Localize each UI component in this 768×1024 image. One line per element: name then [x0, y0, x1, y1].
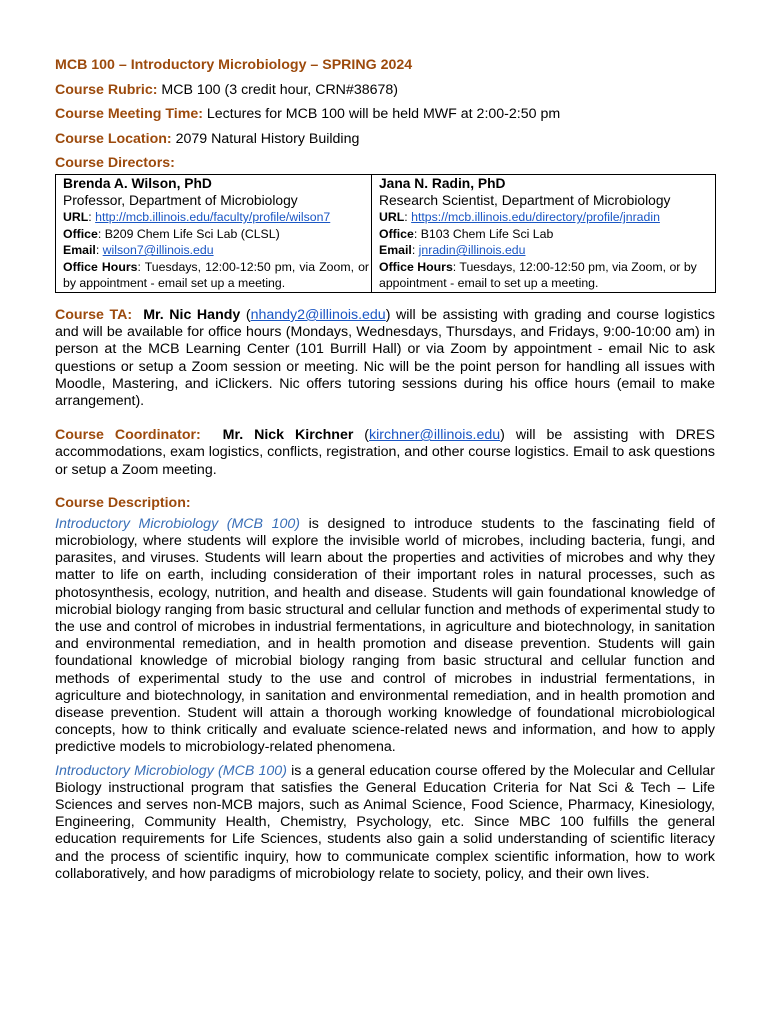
director-email: Email: wilson7@illinois.edu [63, 243, 214, 258]
director-position: Professor, Department of Microbiology [63, 193, 298, 208]
director-email: Email: jnradin@illinois.edu [379, 243, 526, 258]
document-page [55, 56, 715, 883]
director-cell-wilson [56, 175, 372, 293]
course-name: Introductory Microbiology (MCB 100) [55, 762, 287, 779]
director-office: Office: B103 Chem Life Sci Lab [379, 226, 554, 241]
director-cell-radin [372, 175, 716, 293]
director-url: URL: http://mcb.illinois.edu/faculty/profile/wilson7 [63, 210, 331, 224]
course-title: MCB 100 – Introductory Microbiology – SPRING 2024 [55, 57, 413, 73]
ta-name: Mr. Nic Handy [143, 306, 241, 323]
coordinator-name: Mr. Nick Kirchner [222, 427, 354, 444]
director-name: Jana N. Radin, PhD [379, 176, 506, 191]
director-office-hours: Office Hours: Tuesdays, 12:00-12:50 pm, via Zoom, or by appointment - email set up a meeting. [63, 259, 369, 291]
course-description-paragraph-1: Introductory Microbiology (MCB 100) is designed to introduce students to the fascinating field of microbiology, where students will explore the invisible world of microbes, including bacteria, fungi, and parasites, and viruses. Students will learn about the properties and activities of microbes and why they matter to life on earth, including consideration of their important roles in natural processes, such as photosynthesis, ecology, nutrition, and health and disease. Students will gain foundational knowledge of microbial biology ranging from basic structural and cellular function and methods of experimental study to the use and control of microbes in industrial fermentations, in agriculture and biotechnology, in sanitation and environmental remediation, and in health promotion and disease prevention. Students will gain foundational knowledge of microbial biology ranging from basic structural and cellular function and methods of experimental study to the use and control of microbes in industrial fermentations, in agriculture and biotechnology, in sanitation and environmental remediation, and in health promotion and disease prevention. Student will attain a thorough working knowledge of foundational microbiological concepts, how to think critically and evaluate science-related news and information, and how to apply predictive models to microbiology-related phenomena. [55, 515, 715, 756]
director-office-hours: Office Hours: Tuesdays, 12:00-12:50 pm, via Zoom, or by appointment - email to set up a meeting. [379, 259, 697, 291]
director-email-link[interactable]: jnradin@illinois.edu [418, 243, 526, 258]
director-position: Research Scientist, Department of Microbiology [379, 193, 671, 208]
directors-table [55, 174, 716, 293]
course-directors-heading: Course Directors: [55, 155, 175, 171]
director-url-link[interactable]: https://mcb.illinois.edu/directory/profile/jnradin [411, 210, 660, 224]
directors-row [56, 175, 716, 293]
course-name: Introductory Microbiology (MCB 100) [55, 515, 301, 532]
course-location: Course Location: 2079 Natural History Building [55, 130, 360, 147]
director-name: Brenda A. Wilson, PhD [63, 176, 212, 191]
director-office: Office: B209 Chem Life Sci Lab (CLSL) [63, 226, 280, 241]
course-rubric: Course Rubric: MCB 100 (3 credit hour, CRN#38678) [55, 81, 398, 98]
ta-email-link[interactable]: nhandy2@illinois.edu [250, 306, 386, 323]
director-url-link[interactable]: http://mcb.illinois.edu/faculty/profile/wilson7 [95, 210, 331, 224]
course-description-paragraph-2: Introductory Microbiology (MCB 100) is a general education course offered by the Molecular and Cellular Biology instructional program that satisfies the General Education Criteria for Nat Sci & Tech – Life Sciences and serves non-MCB majors, such as Animal Science, Food Science, Pharmacy, Kinesiology, Engineering, Community Health, Chemistry, Psychology, etc. Since MBC 100 fulfills the general education requirements for Life Sciences, students also gain a solid understanding of scientific literacy and the process of scientific inquiry, how to communicate complex scientific information, how to work collaboratively, and how paradigms of microbiology relate to society, policy, and their own lives. [55, 762, 716, 882]
course-description-heading: Course Description: [55, 494, 191, 511]
course-meeting-time: Course Meeting Time: Lectures for MCB 100 will be held MWF at 2:00-2:50 pm [55, 106, 561, 122]
director-url: URL: https://mcb.illinois.edu/directory/profile/jnradin [379, 210, 660, 224]
director-email-link[interactable]: wilson7@illinois.edu [102, 243, 214, 258]
course-ta-paragraph: Course TA: Mr. Nic Handy (nhandy2@illinois.edu) will be assisting with grading and course logistics and will be available for office hours (Mondays, Wednesdays, Thursdays, and Fridays, 9:00-10:00 am) in person at the MCB Learning Center (101 Burrill Hall) or via Zoom by appointment - email Nic to ask questions or setup a Zoom session or meeting. Nic will be the point person for handling all issues with Moodle, Mastering, and iClickers. Nic offers tutoring sessions during his office hours (email to make arrangement). [55, 306, 715, 409]
course-coordinator-paragraph: Course Coordinator: Mr. Nick Kirchner (kirchner@illinois.edu) will be assisting with DRES accommodations, exam logistics, conflicts, registration, and other course logistics. Email to ask questions or setup a Zoom meeting. [55, 427, 716, 478]
coordinator-email-link[interactable]: kirchner@illinois.edu [369, 427, 501, 444]
